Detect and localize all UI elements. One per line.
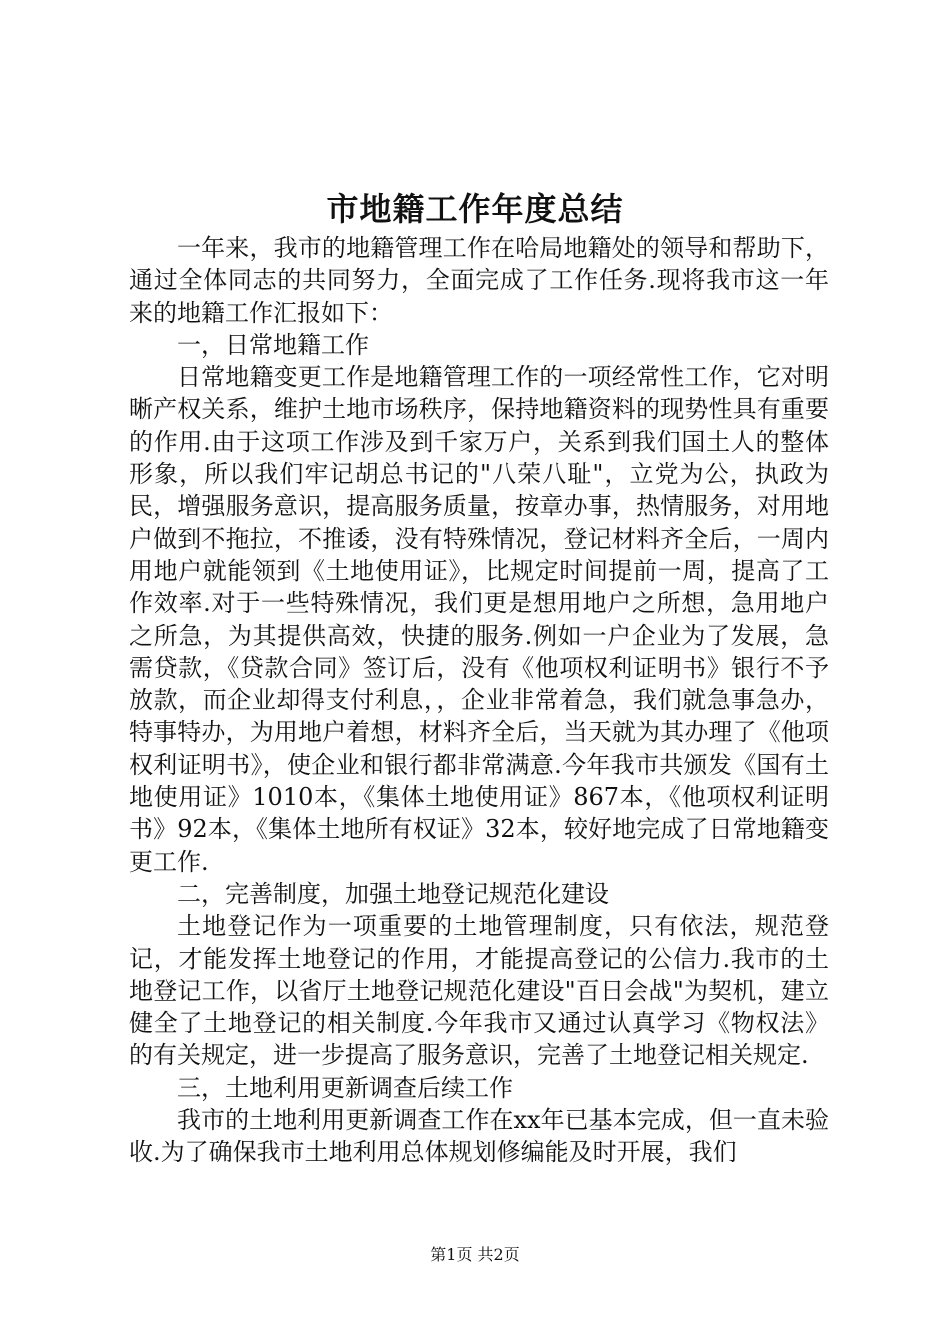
document-title: 市地籍工作年度总结 (326, 190, 624, 228)
section-heading-2: 二，完善制度，加强土地登记规范化建设 (177, 879, 609, 908)
page-footer: 第1页 共2页 (430, 1245, 520, 1264)
document-body (129, 232, 829, 1169)
section-heading-1: 一，日常地籍工作 (177, 330, 369, 359)
paragraph-section-2: 土地登记作为一项重要的土地管理制度，只有依法，规范登记，才能发挥土地登记的作用，才能提高登记的公信力.我市的土地登记工作，以省厅土地登记规范化建设"百日会战"为契机，建立健全了土地登记的相关制度.今年我市又通过认真学习《物权法》的有关规定，进一步提高了服务意识，完善了土地登记相关规定. (129, 912, 829, 1070)
section-heading-3: 三，土地利用更新调查后续工作 (177, 1073, 513, 1102)
paragraph-section-1: 日常地籍变更工作是地籍管理工作的一项经常性工作，它对明晰产权关系，维护土地市场秩序，保持地籍资料的现势性具有重要的作用.由于这项工作涉及到千家万户，关系到我们国土人的整体形象，所以我们牢记胡总书记的"八荣八耻"，立党为公，执政为民，增强服务意识，提高服务质量，按章办事，热情服务，对用地户做到不拖拉，不推诿，没有特殊情况，登记材料齐全后，一周内用地户就能领到《土地使用证》，比规定时间提前一周，提高了工作效率.对于一些特殊情况，我们更是想用地户之所想，急用地户之所急，为其提供高效，快捷的服务.例如一户企业为了发展，急需贷款，《贷款合同》签订后，没有《他项权利证明书》银行不予放款，而企业却得支付利息，，企业非常着急，我们就急事急办，特事特办，为用地户着想，材料齐全后，当天就为其办理了《他项权利证明书》，使企业和银行都非常满意.今年我市共颁发《国有土地使用证》1010本，《集体土地使用证》867本，《他项权利证明书》92本，《集体土地所有权证》32本，较好地完成了日常地籍变更工作. (129, 363, 829, 876)
paragraph-section-3: 我市的土地利用更新调查工作在xx年已基本完成，但一直未验收.为了确保我市土地利用总体规划修编能及时开展，我们 (129, 1106, 829, 1167)
paragraph-intro: 一年来，我市的地籍管理工作在哈局地籍处的领导和帮助下，通过全体同志的共同努力，全面完成了工作任务.现将我市这一年来的地籍工作汇报如下： (129, 234, 829, 327)
